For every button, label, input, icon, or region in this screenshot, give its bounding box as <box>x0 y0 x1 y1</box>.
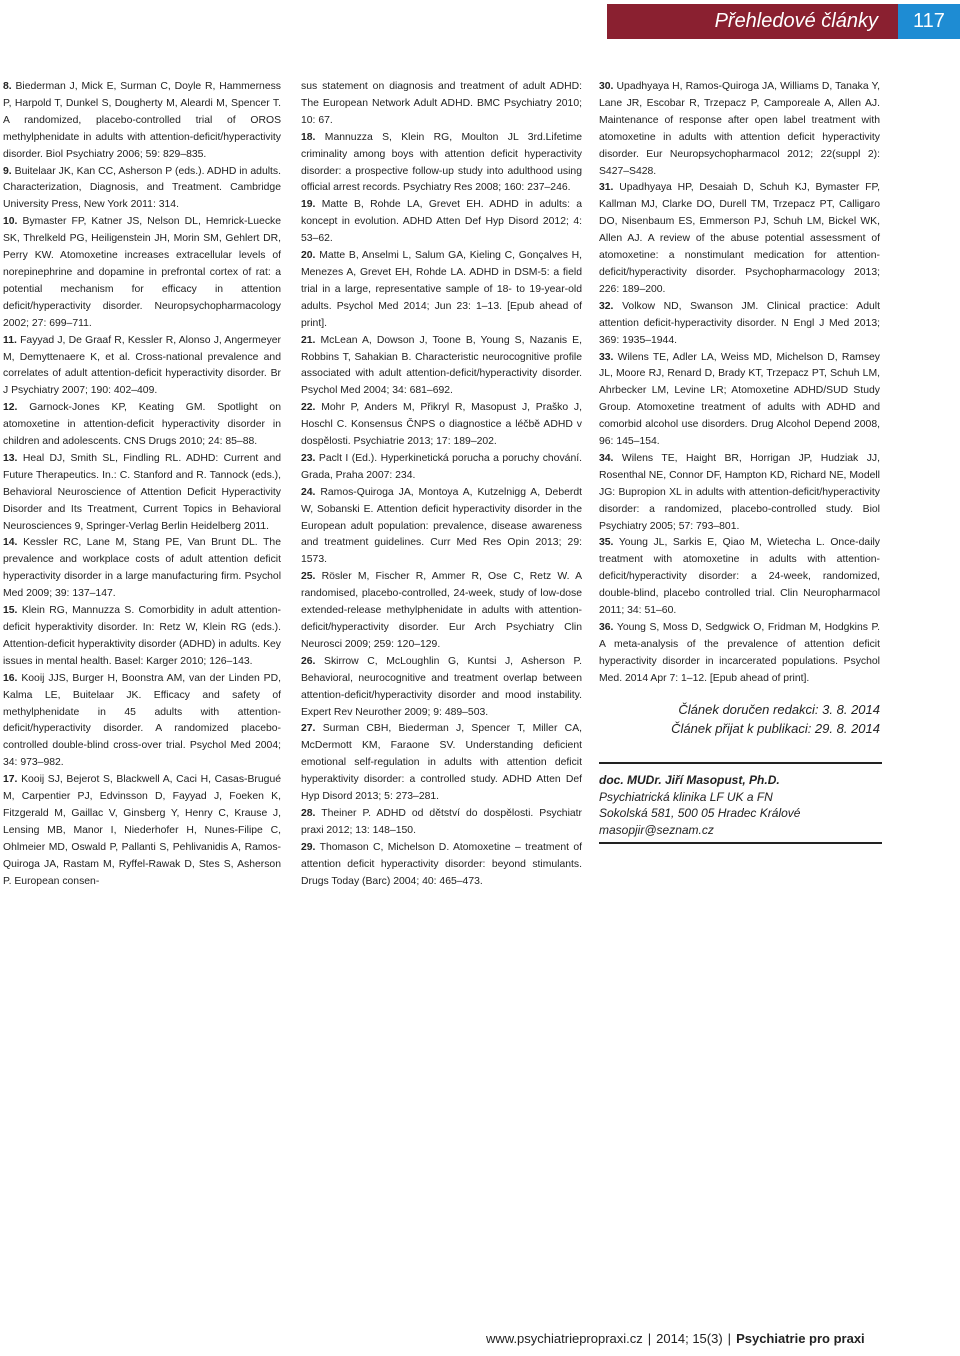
section-header-bar <box>607 4 960 39</box>
reference-continuation: sus statement on diagnosis and treatment of adult ADHD: The European Network Adult ADHD. BMC Psychiatry 2010; 10: 67. <box>301 81 582 126</box>
reference-item <box>3 535 281 603</box>
page-footer <box>486 1331 865 1346</box>
author-affiliation: Psychiatrická klinika LF UK a FN <box>599 789 773 804</box>
reference-item <box>301 654 582 722</box>
reference-number: 14. <box>3 537 18 549</box>
footer-issue: 2014; 15(3) <box>656 1331 723 1346</box>
reference-number: 22. <box>301 402 316 414</box>
reference-number: 35. <box>599 537 614 549</box>
reference-text: Mohr P, Anders M, Přikryl R, Masopust J, Praško J, Hoschl C. Konsensus ČNPS o diagnostice a léčbě ADHD v dospělosti. Psychiatrie 2013; 17: 189–202. <box>301 402 583 448</box>
reference-number: 10. <box>3 216 18 228</box>
reference-item <box>3 164 281 215</box>
footer-website[interactable]: www.psychiatriepropraxi.cz <box>486 1331 643 1346</box>
accepted-date: Článek přijat k publikaci: 29. 8. 2014 <box>671 720 880 736</box>
reference-text: Paclt I (Ed.). Hyperkinetická porucha a poruchy chování. Grada, Praha 2007: 234. <box>301 452 582 481</box>
reference-text: Volkow ND, Swanson JM. Clinical practice: Adult attention deficit-hyperactivity disorder. N Engl J Med 2013; 369: 1935–1944. <box>599 300 880 346</box>
reference-number: 34. <box>599 452 614 464</box>
reference-item <box>3 79 281 164</box>
reference-item <box>301 721 582 806</box>
reference-text: Kooij JJS, Burger H, Boonstra AM, van der Linden PD, Kalma LE, Buitelaar JK. Efficacy and safety of methylphenidate in 45 adults with attention-deficit/hyperactivity disorder. A randomized placebo-controlled double-blind cross-over trial. Psychol Med 2004; 34: 973–982. <box>3 672 281 769</box>
reference-item <box>599 299 880 350</box>
reference-number: 8. <box>3 81 12 92</box>
reference-text: Young S, Moss D, Sedgwick O, Fridman M, Hodgkins P. A meta-analysis of the prevalence of attention deficit hyperactivity disorder in incarcerated populations. Psychol Med. 2014 Apr 7: 1–12. [Epub ahead of print]. <box>599 622 880 684</box>
reference-text: Garnock-Jones KP, Keating GM. Spotlight on atomoxetine in attention-deficit hyperactivity disorder in children and adolescents. CNS Drugs 2010; 24: 85–88. <box>3 402 281 448</box>
reference-number: 25. <box>301 571 316 583</box>
reference-number: 17. <box>3 774 18 786</box>
reference-number: 9. <box>3 165 12 177</box>
reference-text: Buitelaar JK, Kan CC, Asherson P (eds.). ADHD in adults. Characterization, Diagnosis, and Treatment. Cambridge University Press, New York 2011: 314. <box>3 165 281 211</box>
reference-text: Wilens TE, Haight BR, Horrigan JP, Hudziak JJ, Rosenthal NE, Connor DF, Hampton KD, Richard NE, Modell JG: Bupropion XL in adults with attention-deficit/hyperactivity disorder: a randomized, placebo-controlled study. Biol Psychiatry 2005; 57: 793–801. <box>599 452 880 532</box>
reference-number: 28. <box>301 807 316 819</box>
reference-number: 18. <box>301 131 316 143</box>
reference-number: 36. <box>599 622 614 633</box>
reference-item <box>301 248 582 333</box>
reference-number: 33. <box>599 351 614 363</box>
reference-text: Kooij SJ, Bejerot S, Blackwell A, Caci H, Casas-Brugué M, Carpentier PJ, Edvinsson D, Fayyad J, Foeken K, Fitzgerald M, Gaillac V, Ginsberg Y, Henry C, Krause J, Lensing MB, Manor I, Niederhofer H, Nunes-Filipe C, Ohlmeier MD, Oswald P, Pallanti S, Pehlivanidis A, Ramos-Quiroga JA, Rastam M, Ryffel-Rawak D, Stes S, Asherson P. European consen- <box>3 774 281 887</box>
reference-item <box>599 350 880 451</box>
reference-item <box>301 130 582 198</box>
reference-number: 29. <box>301 841 316 853</box>
reference-text: Theiner P. ADHD od dětství do dospělosti. Psychiatr praxi 2012; 13: 148–150. <box>301 807 582 836</box>
reference-text: Biederman J, Mick E, Surman C, Doyle R, Hammerness P, Harpold T, Dunkel S, Dougherty M, Aleardi M, Spencer T. A randomized, placebo-controlled trial of OROS methylphenidate in adults with attention-deficit/hyperactivity disorder. Biol Psychiatry 2006; 59: 829–835. <box>3 81 281 160</box>
author-email[interactable]: masopjir@seznam.cz <box>599 822 714 837</box>
reference-item <box>599 620 880 688</box>
reference-text: Surman CBH, Biederman J, Spencer T, Miller CA, McDermott KM, Faraone SV. Understanding deficient emotional self-regulation in adults with attention deficit hyperaktivity disorder: a controlled study. ADHD Atten Def Hyp Disord 2013; 5: 273–281. <box>301 723 583 803</box>
reference-text: Thomason C, Michelson D. Atomoxetine – treatment of attention deficit hyperactivity disorder: beyond stimulants. Drugs Today (Barc) 2004; 40: 465–473. <box>301 841 582 887</box>
reference-number: 11. <box>3 334 17 346</box>
section-title: Přehledové články <box>714 10 878 32</box>
reference-item <box>301 400 582 451</box>
author-address: Sokolská 581, 500 05 Hradec Králové <box>599 806 801 820</box>
reference-text: Kessler RC, Lane M, Stang PE, Van Brunt DL. The prevalence and workplace costs of adult attention deficit hyperactivity disorder in a large manufacturing firm. Psychol Med 2009; 39: 137–147. <box>3 537 281 600</box>
reference-item <box>301 333 582 401</box>
references-column-3 <box>599 79 880 738</box>
reference-item <box>301 485 582 570</box>
reference-item <box>3 333 281 401</box>
reference-number: 31. <box>599 182 614 194</box>
reference-number: 23. <box>301 452 316 464</box>
reference-item <box>3 603 281 671</box>
footer-separator: | <box>727 1331 732 1346</box>
reference-text: Ramos-Quiroga JA, Montoya A, Kutzelnigg A, Deberdt W, Sobanski E. Attention deficit hyperactivity disorder in the European adult population: prevalence, disease awareness and treatment guidelines. Curr Med Res Opin 2013; 29: 1573. <box>301 486 582 566</box>
reference-item <box>301 840 582 891</box>
reference-text: Matte B, Anselmi L, Salum GA, Kieling C, Gonçalves H, Menezes A, Grevet EH, Rohde LA. ADHD in DSM-5: a field trial in a large, representative sample of 18- to 19-year-old adults. Psychol Med 2014; Jun 23: 1–13. [Epub ahead of print]. <box>301 250 583 329</box>
author-contact-box <box>599 762 882 844</box>
reference-number: 26. <box>301 655 316 667</box>
reference-item <box>599 451 880 536</box>
reference-number: 20. <box>301 250 316 262</box>
references-column-1 <box>3 79 281 891</box>
reference-number: 21. <box>301 334 316 346</box>
reference-item <box>301 569 582 654</box>
article-dates <box>599 700 880 738</box>
reference-item <box>3 214 281 332</box>
reference-number: 15. <box>3 605 18 617</box>
reference-number: 27. <box>301 723 316 735</box>
page-number: 117 <box>898 4 960 39</box>
reference-item <box>3 772 281 890</box>
reference-item <box>3 451 281 536</box>
reference-text: Matte B, Rohde LA, Grevet EH. ADHD in adults: a koncept in evolution. ADHD Atten Def Hyp Disord 2012; 4: 53–62. <box>301 199 583 245</box>
reference-text: Bymaster FP, Katner JS, Nelson DL, Hemrick-Luecke SK, Threlkeld PG, Heiligenstein JH, Morin SM, Gehlert DR, Perry KW. Atomoxetine increases extracellular levels of norepinephrine and dopamine in prefrontal cortex of rat: a potential mechanism for efficacy in attention deficit/hyperactivity disorder. Neuropsychopharmacology 2002; 27: 699–711. <box>3 216 281 329</box>
reference-text: Heal DJ, Smith SL, Findling RL. ADHD: Current and Future Therapeutics. In.: C. Stanford and R. Tannock (eds.), Behavioral Neuroscience of Attention Deficit Hyperactivity Disorder and Its Treatment, Current Topics in Behavioral Neurosciences 9, Springer-Verlag Berlin Heidelberg 2011. <box>3 452 281 532</box>
reference-number: 19. <box>301 199 316 211</box>
reference-text: Upadhyaya HP, Desaiah D, Schuh KJ, Bymaster FP, Kallman MJ, Clarke DO, Durell TM, Trzepacz PT, Calligaro DO, Nisenbaum ES, Emmerson PJ, Schuh LM, Bickel WK, Allen AJ. A review of the abuse potential assessment of atomoxetine: a nonstimulant medication for attention-deficit/hyperactivity disorder. Psychopharmacology 2013; 226: 189–200. <box>599 182 881 295</box>
reference-number: 32. <box>599 300 614 312</box>
reference-text: Wilens TE, Adler LA, Weiss MD, Michelson D, Ramsey JL, Moore RJ, Renard D, Brady KT, Trzepacz PT, Schuh LM, Ahrbecker LM, Levine LR; Atomoxetine ADHD/SUD Study Group. Atomoxetine treatment of adults with ADHD and comorbid alcohol use disorders. Drug Alcohol Depend 2008, 96: 145–154. <box>599 351 880 448</box>
reference-item <box>301 806 582 840</box>
reference-text: Young JL, Sarkis E, Qiao M, Wietecha L. Once-daily treatment with atomoxetine in adults with attention-deficit/hyperactivity disorder: a 24-week, randomized, double-blind, placebo controlled trial. Clin Neuropharmacol 2011; 34: 51–60. <box>599 537 881 617</box>
reference-item <box>301 451 582 485</box>
reference-text: Mannuzza S, Klein RG, Moulton JL 3rd.Lifetime criminality among boys with attention deficit hyperactivity disorder: a prospective follow-up study into adulthood using official arrest records. Psychiatry Res 2008; 160: 237–246. <box>301 131 582 194</box>
references-column-2 <box>301 79 582 891</box>
reference-number: 13. <box>3 452 18 464</box>
reference-text: Upadhyaya H, Ramos-Quiroga JA, Williams D, Tanaka Y, Lane JR, Escobar R, Trzepacz P, Camporeale A, Allen AJ. Maintenance of response after open label treatment with atomoxetine in adults with attention deficit hyperactivity disorder. Eur Neuropsychopharmacol 2012; 22(suppl 2): S427–S428. <box>599 81 880 177</box>
reference-text: Klein RG, Mannuzza S. Comorbidity in adult attention-deficit hyperaktivity disorder. In: Retz W, Klein RG (eds.). Attention-deficit hyperaktivity disorder (ADHD) in adults. Key issues in mental health. Basel: Karger 2010; 126–143. <box>3 605 281 667</box>
reference-text: Fayyad J, De Graaf R, Kessler R, Alonso J, Angermeyer M, Demyttenaere K, et al. Cross-national prevalence and correlates of adult attention-deficit hyperactivity disorder. Br J Psychiatry 2007; 190: 402–409. <box>3 334 281 397</box>
reference-item <box>599 535 880 620</box>
reference-text: McLean A, Dowson J, Toone B, Young S, Nazanis E, Robbins T, Sahakian B. Characteristic neurocognitive profile associated with adult attention-deficit/hyperactivity disorder. Psychol Med 2004; 34: 681–692. <box>301 334 582 397</box>
reference-item <box>3 400 281 451</box>
received-date: Článek doručen redakci: 3. 8. 2014 <box>678 701 880 717</box>
reference-text: Skirrow C, McLoughlin G, Kuntsi J, Asherson P. Behavioral, neurocognitive and treatment overlap between attention-deficit/hyperactivity disorder and mood instability. Expert Rev Neurother 2009; 9: 489–503. <box>301 655 583 718</box>
footer-separator: | <box>647 1331 652 1346</box>
reference-number: 12. <box>3 402 18 414</box>
reference-item <box>301 197 582 248</box>
author-name: doc. MUDr. Jiří Masopust, Ph.D. <box>599 773 780 787</box>
reference-number: 30. <box>599 81 614 92</box>
reference-number: 16. <box>3 672 18 684</box>
reference-number: 24. <box>301 486 316 498</box>
reference-item <box>599 79 880 180</box>
reference-item <box>3 671 281 772</box>
reference-text: Rösler M, Fischer R, Ammer R, Ose C, Retz W. A randomised, placebo-controlled, 24-week, study of low-dose extended-release methylphenidate in adults with attention-deficit/hyperactivity disorder. Eur Arch Psychiatry Clin Neurosci 2009; 259: 120–129. <box>301 571 583 650</box>
reference-item <box>599 180 880 298</box>
footer-journal: Psychiatrie pro praxi <box>736 1331 865 1346</box>
